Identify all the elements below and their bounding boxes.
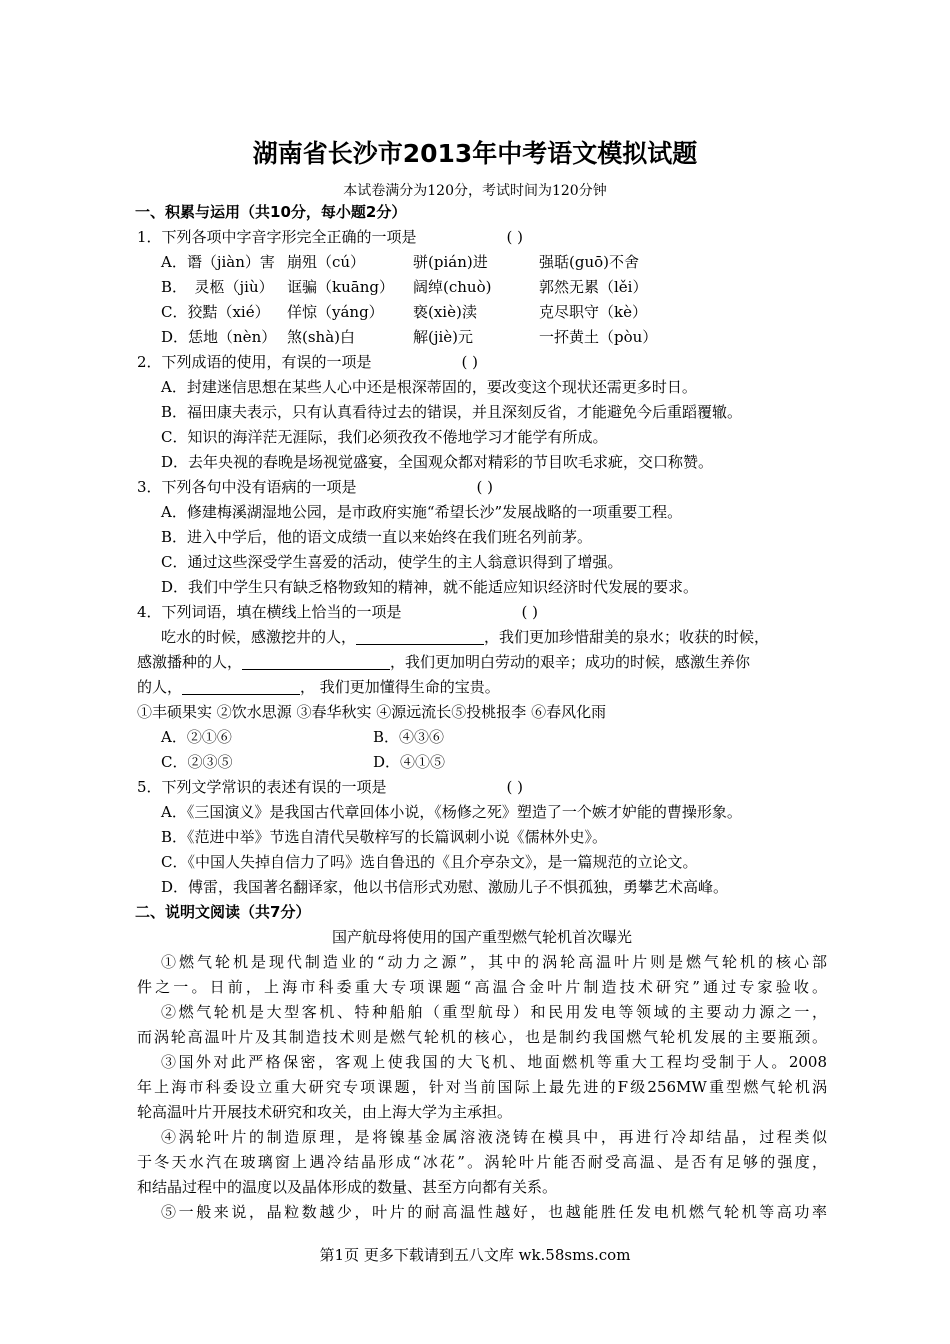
q1-d-2: 煞(shà)白 xyxy=(287,328,356,346)
article-p4-line1: ④涡轮叶片的制造原理，是将镍基金属溶液浇铸在模具中，再进行冷却结晶，过程类似 xyxy=(161,1128,827,1146)
q4-blank-2 xyxy=(242,652,390,670)
q4-p2b: ，我们更加明白劳动的艰辛；成功的时候，感激生养你 xyxy=(390,653,751,671)
article-p1-line1: ①燃气轮机是现代制造业的“动力之源”，其中的涡轮高温叶片则是燃气轮机的核心部 xyxy=(161,953,827,971)
q3-stem: 3．下列各句中没有语病的一项是 xyxy=(137,478,357,496)
q1-a-3: 骈(pián)进 xyxy=(413,253,488,271)
article-p5-line1: ⑤一般来说，晶粒数越少，叶片的耐高温性越好，也越能胜任发电机燃气轮机等高功率 xyxy=(161,1203,827,1221)
q4-passage-line-3 xyxy=(137,675,827,700)
q5-option-b: B．《范进中举》节选自清代吴敬梓写的长篇讽刺小说《儒林外史》。 xyxy=(161,828,608,846)
q3-option-d: D．我们中学生只有缺乏格物致知的精神，就不能适应知识经济时代发展的要求。 xyxy=(161,578,699,596)
q1-a-2: 崩殂（cú） xyxy=(287,253,366,271)
section-accumulation xyxy=(137,200,827,1225)
q5-option-a: A．《三国演义》是我国古代章回体小说，《杨修之死》塑造了一个嫉才妒能的曹操形象。 xyxy=(161,803,742,821)
q1-option-d xyxy=(137,325,827,350)
q2-stem: 2．下列成语的使用，有误的一项是 xyxy=(137,353,372,371)
q4-options-cd xyxy=(137,750,827,775)
exam-info: 本试卷满分为120分，考试时间为120分钟 xyxy=(343,183,607,199)
q1-a-4: 强聒(guō)不舍 xyxy=(539,253,639,271)
article-p2-line2: 而涡轮高温叶片及其制造技术则是燃气轮机的核心，也是制约我国燃气轮机发展的主要瓶颈。 xyxy=(137,1028,827,1046)
q1-a-1: A．谮（jiàn）害 xyxy=(161,253,275,271)
q1-c-3: 亵(xiè)渎 xyxy=(413,303,477,321)
q4-p3a: 的人， xyxy=(137,678,183,696)
q4-p3b: ， 我们更加懂得生命的宝贵。 xyxy=(300,678,500,696)
q1-d-3: 解(jiè)元 xyxy=(413,328,474,346)
q2-answer-paren: ( ) xyxy=(461,353,479,371)
article-p3-line1: ③国外对此严格保密，客观上使我国的大飞机、地面燃机等重大工程均受制于人。2008 xyxy=(161,1053,827,1071)
question-1 xyxy=(137,225,827,250)
q1-c-2: 佯惊（yáng） xyxy=(287,303,384,321)
q4-p1a: 吃水的时候，感激挖井的人， xyxy=(161,628,357,646)
article-p2-line1: ②燃气轮机是大型客机、特种船舶（重型航母）和民用发电等领域的主要动力源之一， xyxy=(161,1003,827,1021)
q1-b-3: 阔绰(chuò) xyxy=(413,278,492,296)
q1-b-4: 郭然无累（lěi） xyxy=(539,278,648,296)
q4-blank-3 xyxy=(182,677,300,695)
q5-option-d: D．傅雷，我国著名翻译家，他以书信形式劝慰、激励儿子不惧孤独，勇攀艺术高峰。 xyxy=(161,878,729,896)
q1-stem: 1．下列各项中字音字形完全正确的一项是 xyxy=(137,228,417,246)
q4-stem: 4．下列词语，填在横线上恰当的一项是 xyxy=(137,603,402,621)
q3-option-b: B．进入中学后，他的语文成绩一直以来始终在我们班名列前茅。 xyxy=(161,528,593,546)
q3-answer-paren: ( ) xyxy=(476,478,494,496)
question-4 xyxy=(137,600,827,625)
q1-d-4: 一抔黄土（pòu） xyxy=(539,328,658,346)
q4-option-a: A．②①⑥ xyxy=(161,728,232,746)
q1-option-b xyxy=(137,275,827,300)
question-2 xyxy=(137,350,827,375)
question-3 xyxy=(137,475,827,500)
article-p4-line3: 和结晶过程中的温度以及晶体形成的数量、甚至方向都有关系。 xyxy=(137,1178,558,1196)
q1-option-a xyxy=(137,250,827,275)
q4-passage-line-2 xyxy=(137,650,827,675)
q1-b-1: B． 灵柩（jiù） xyxy=(161,278,274,296)
page-title: 湖南省长沙市2013年中考语文模拟试题 xyxy=(252,139,698,168)
q1-c-4: 克尽职守（kè） xyxy=(539,303,647,321)
q4-option-d: D．④①⑤ xyxy=(373,753,446,771)
q4-blank-1 xyxy=(356,627,484,645)
q5-option-c: C．《中国人失掉自信力了吗》选自鲁迅的《且介亭杂文》，是一篇规范的立论文。 xyxy=(161,853,698,871)
q4-answer-paren: ( ) xyxy=(521,603,539,621)
section1-heading: 一、积累与运用（共10分，每小题2分） xyxy=(135,203,407,221)
q2-option-c: C．知识的海洋茫无涯际，我们必须孜孜不倦地学习才能学有所成。 xyxy=(161,428,608,446)
q1-option-c xyxy=(137,300,827,325)
q4-p2a: 感激播种的人， xyxy=(137,653,243,671)
q3-option-c: C．通过这些深受学生喜爱的活动，使学生的主人翁意识得到了增强。 xyxy=(161,553,623,571)
q1-answer-paren: ( ) xyxy=(506,228,524,246)
q1-b-2: 诓骗（kuāng） xyxy=(287,278,394,296)
q4-options-ab xyxy=(137,725,827,750)
q2-option-d: D．去年央视的春晚是场视觉盛宴，全国观众都对精彩的节目吹毛求疵，交口称赞。 xyxy=(161,453,714,471)
q4-option-c: C．②③⑤ xyxy=(161,753,233,771)
article-p3-line2: 年上海市科委设立重大研究专项课题，针对当前国际上最先进的F级256MW重型燃气轮机涡 xyxy=(137,1078,827,1096)
article-p3-line3: 轮高温叶片开展技术研究和攻关，由上海大学为主承担。 xyxy=(137,1103,513,1121)
q2-option-b: B．福田康夫表示，只有认真看待过去的错误，并且深刻反省，才能避免今后重蹈覆辙。 xyxy=(161,403,743,421)
q5-answer-paren: ( ) xyxy=(506,778,524,796)
q4-passage-line-1 xyxy=(137,625,827,650)
q3-option-a: A．修建梅溪湖湿地公园，是市政府实施“希望长沙”发展战略的一项重要工程。 xyxy=(161,503,683,521)
q4-option-b: B．④③⑥ xyxy=(373,728,445,746)
q2-option-a: A．封建迷信思想在某些人心中还是根深蒂固的，要改变这个现状还需更多时日。 xyxy=(161,378,697,396)
question-5 xyxy=(137,775,827,800)
q1-d-1: D．恁地（nèn） xyxy=(161,328,277,346)
q4-p1b: ，我们更加珍惜甜美的泉水；收获的时候， xyxy=(484,628,770,646)
q4-word-choices: ①丰硕果实 ②饮水思源 ③春华秋实 ④源远流长⑤投桃报李 ⑥春风化雨 xyxy=(137,703,607,721)
q1-c-1: C．狡黠（xié） xyxy=(161,303,270,321)
article-title: 国产航母将使用的国产重型燃气轮机首次曝光 xyxy=(331,928,632,946)
article-p1-line2: 件之一。日前，上海市科委重大专项课题“高温合金叶片制造技术研究”通过专家验收。 xyxy=(137,978,827,996)
q5-stem: 5．下列文学常识的表述有误的一项是 xyxy=(137,778,387,796)
article-p4-line2: 于冬天水汽在玻璃窗上遇冷结晶形成“冰花”。涡轮叶片能否耐受高温、是否有足够的强度， xyxy=(137,1153,827,1171)
page-footer: 第1页 更多下载请到五八文库 wk.58sms.com xyxy=(319,1246,631,1264)
section2-heading: 二、说明文阅读（共7分） xyxy=(135,903,311,921)
